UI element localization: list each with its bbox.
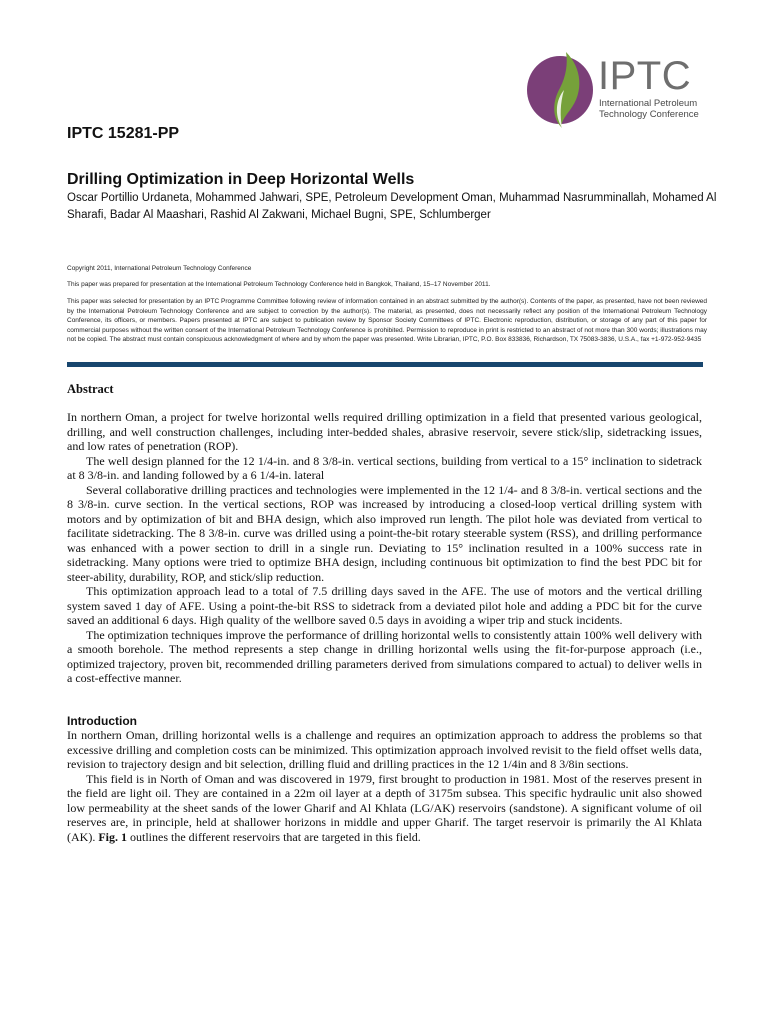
logo-mark: IPTC: [598, 54, 692, 98]
author-list: Oscar Portillio Urdaneta, Mohammed Jahwari, SPE, Petroleum Development Oman, Muhammad Nasrumminallah, Mohamed Al Sharafi, Badar Al Maashari, Rashid Al Zakwani, Michael Bugni, SPE, Schlumberger: [67, 192, 717, 221]
introduction-heading: Introduction: [67, 714, 137, 728]
figure-reference: Fig. 1: [98, 829, 127, 844]
copyright-notice: Copyright 2011, International Petroleum Technology Conference: [67, 265, 252, 272]
introduction-paragraph: [67, 772, 702, 845]
header-divider: [67, 362, 703, 367]
logo-subtitle: [599, 98, 719, 120]
introduction-body: [67, 728, 702, 844]
paper-id: IPTC 15281-PP: [67, 125, 180, 142]
logo-subtitle-line2: Technology Conference: [599, 109, 699, 120]
abstract-body: [67, 410, 702, 686]
selection-disclaimer: This paper was selected for presentation by an IPTC Programme Committee following review of information contained in an abstract submitted by the author(s). Contents of the paper, as presented, have not been reviewed by the International Petroleum Technology Conference and are subject to correction by the author(s). The material, as presented, does not necessarily reflect any position of the International Petroleum Technology Conference, its officers, or members. Papers presented at IPTC are subject to publication review by Sponsor Society Committees of IPTC. Electronic reproduction, distribution, or storage of any part of this paper for commercial purposes without the written consent of the International Petroleum Technology Conference is prohibited. Permission to reproduce in print is restricted to an abstract of not more than 300 words; illustrations may not be copied. The abstract must contain conspicuous acknowledgment of where and by whom the paper was presented. Write Librarian, IPTC, P.O. Box 833836, Richardson, TX 75083-3836, U.S.A., fax +1-972-952-9435: [67, 298, 707, 343]
introduction-text: outlines the different reservoirs that are targeted in this field.: [127, 829, 421, 844]
iptc-logo: [522, 48, 712, 128]
presentation-note: This paper was prepared for presentation at the International Petroleum Technology Conference held in Bangkok, Thailand, 15–17 November 2011.: [67, 281, 491, 288]
abstract-paragraph: In northern Oman, a project for twelve horizontal wells required drilling optimization in a field that presented various geological, drilling, and well construction challenges, including inter-bedded shales, abrasive reservoir, severe stick/slip, sidetracking issues, and low rates of penetration (ROP).: [67, 410, 702, 453]
abstract-heading: Abstract: [67, 382, 114, 396]
logo-subtitle-line1: International Petroleum: [599, 98, 698, 109]
introduction-paragraph: In northern Oman, drilling horizontal wells is a challenge and requires an optimization approach to address the problems so that excessive drilling and completion costs can be minimized. This optimization approach involved revisit to the field offset wells data, revision to trajectory design and bit selection, drilling fluid and drilling practices in the 12 1/4in and 8 3/8in sections.: [67, 728, 702, 771]
paper-title: Drilling Optimization in Deep Horizontal Wells: [67, 171, 415, 188]
drop-leaf-icon: [522, 48, 602, 128]
abstract-paragraph: Several collaborative drilling practices and technologies were implemented in the 12 1/4- and 8 3/8-in. vertical sections and the 8 3/8-in. curve section. In the vertical sections, ROP was increased by introducing a closed-loop vertical drilling system with motors and by optimization of bit and BHA design, which also improved run length. The pilot hole was deviated from vertical to facilitate sidetracking. The 8 3/8-in. curve was drilled using a point-the-bit rotary steerable system (RSS), and drilling performance was enhanced with a power section to drill in a single run. Deviating to 15° inclination resulted in a 100% success rate in sidetracking. Many options were tried to optimize BHA design, including continuous bit optimization to find the best PDC bit for steer-ability, durability, ROP, and stick/slip reduction.: [67, 482, 702, 584]
introduction-text: This field is in North of Oman and was discovered in 1979, first brought to production in 1981. Most of the reserves present in the field are light oil. They are contained in a 22m oil layer at a depth of 3175m subsea. This specific hydraulic unit also showed low permeability at the sheet sands of the lower Gharif and Al Khlata (LG/AK) reservoirs (sandstone). A significant volume of oil reserves are, in principle, held at shallower horizons in middle and upper Gharif. The target reservoir is primarily the Al Khlata (AK).: [67, 771, 702, 844]
abstract-paragraph: The well design planned for the 12 1/4-in. and 8 3/8-in. vertical sections, building from vertical to a 15° inclination to sidetrack at 8 3/8-in. and landing followed by a 6 1/4-in. lateral: [67, 453, 702, 482]
abstract-paragraph: This optimization approach lead to a total of 7.5 drilling days saved in the AFE. The use of motors and the vertical drilling system saved 1 day of AFE. Using a point-the-bit RSS to sidetrack from a deviated pilot hole and adding a PDC bit for the curve saved an additional 6 days. High quality of the wellbore saved 0.5 days in avoiding a wiper trip and stuck incidents.: [67, 584, 702, 627]
abstract-paragraph: The optimization techniques improve the performance of drilling horizontal wells to consistently attain 100% well delivery with a smooth borehole. The method represents a step change in drilling horizontal wells using the fit-for-purpose approach (i.e., optimized trajectory, proven bit, recommended drilling parameters derived from simulations compared to actual) to deliver wells in a cost-effective manner.: [67, 627, 702, 685]
